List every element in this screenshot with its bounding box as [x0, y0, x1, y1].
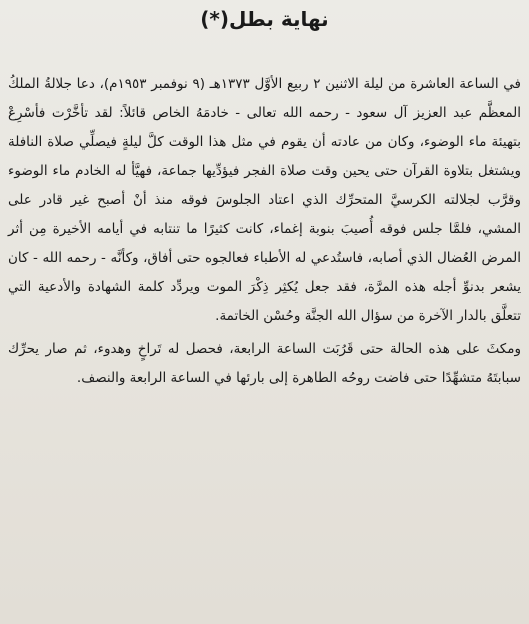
paragraph: ومكثَ على هذه الحالة حتى قَرُبَت الساعة الرابعة، فحصل له تَراخٍ وهدوء، ثم صار يحرِّك سبابتَهُ متشهِّدًا حتى فاضت روحُه الطاهرة إلى بارئها في الساعة الرابعة والنصف.	[8, 341, 521, 386]
page-title: نهاية بطل(*)	[200, 7, 329, 31]
document-body	[8, 70, 521, 393]
paragraph: في الساعة العاشرة من ليلة الاثنين ٢ ربيع الأوَّل ١٣٧٣هـ (٩ نوفمبر ١٩٥٣م)، دعا جلالةُ الملكُ المعظَّم عبد العزيز آل سعود - رحمه الله تعالى - خادمَهُ الخاص قائلاً: لقد تأخَّرْت فأسْرِعْ بتهيئة ماء الوضوء، وكان من عادته أن يقوم في مثل هذا الوقت كلَّ ليلةٍ فيصلِّي صلاة النافلة ويشتغل بتلاوة القرآن حتى يحين وقت صلاة الفجر فيؤدِّيها جماعة، فهيَّأ له الخادم ماء الوضوء وقرَّب لجلالته الكرسيَّ المتحرِّك الذي اعتاد الجلوسَ فوقه منذ أنْ أصبح غير قادر على المشي، فلمَّا جلس فوقه أُصيبَ بنوبة إغماء، كانت كثيرًا ما تنتابه في أيامه الأخيرة مِن أثر المرض العُضال الذي أصابه، فاستُدعي له الأطباء فعالجوه حتى أفاق، وكأنَّه - رحمه الله - كان يشعر بدنوِّ أجله هذه المرَّة، فقد جعل يُكثِر ذِكْرَ الموت ويردِّد كلمة الشهادة والأدعية التي تتعلَّق بالدار الآخرة من سؤال الله الجنَّة وحُسْن الخاتمة.	[8, 76, 522, 324]
